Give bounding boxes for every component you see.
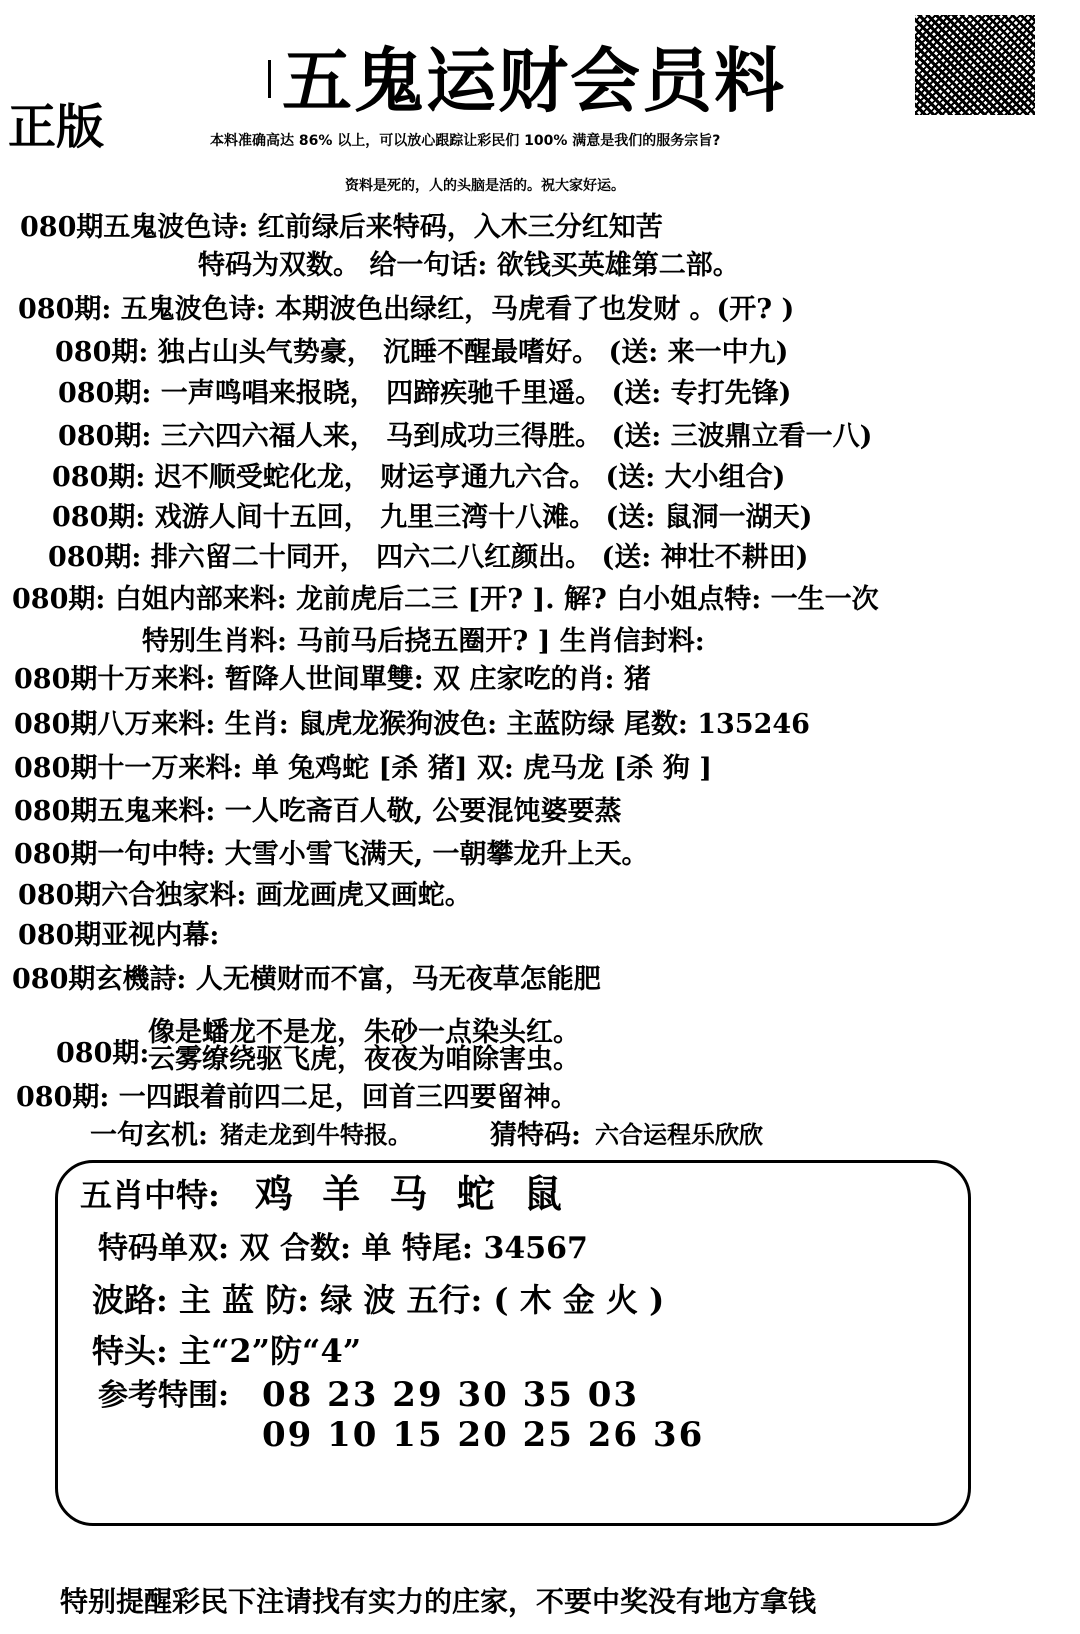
content-line: 像是蟠龙不是龙，朱砂一点染头红。: [148, 1017, 580, 1048]
wuxiao-label: 五肖中特:: [80, 1176, 220, 1214]
genuine-badge: 正版: [8, 99, 105, 155]
content-line: 080期五鬼波色诗: 红前绿后来特码，入木三分红知苦: [20, 212, 663, 243]
numbers-row-2: 09 10 15 20 25 26 36: [262, 1415, 705, 1455]
content-line: 080期: 三六四六福人来， 马到成功三得胜。 (送: 三波鼎立看一八): [58, 421, 873, 452]
wuxiao-text: 鸡 羊 马 蛇 鼠: [255, 1171, 570, 1216]
tetou-line: 特头: 主“2”防“4”: [92, 1332, 362, 1370]
content-line: 080期: 迟不顺受蛇化龙， 财运亨通九六合。 (送: 大小组合): [52, 462, 786, 493]
bolu-line: 波路: 主 蓝 防: 绿 波 五行: ( 木 金 火 ): [92, 1281, 665, 1319]
good-luck-note: 资料是死的，人的头脑是活的。祝大家好运。: [345, 178, 625, 194]
content-line: 080期: 排六留二十同开， 四六二八红颜出。 (送: 神壮不耕田): [48, 542, 809, 573]
qr-code-icon: [915, 15, 1035, 115]
content-line: 080期: 独占山头气势豪， 沉睡不醒最嗜好。 (送: 来一中九): [55, 337, 789, 368]
content-line: 云雾缭绕驱飞虎，夜夜为咱除害虫。: [148, 1044, 580, 1075]
content-line: 080期五鬼来料: 一人吃斋百人敬, 公要混饨婆要蒸: [14, 796, 622, 827]
content-line: 080期: 一四跟着前四二足，回首三四要留神。: [16, 1082, 578, 1113]
page-title: 五鬼运财会员料: [282, 39, 786, 122]
content-line: 080期: 一声鸣唱来报晓， 四蹄疾驰千里遥。 (送: 专打先锋): [58, 378, 792, 409]
cankao-label: 参考特围:: [98, 1378, 230, 1413]
title-bar-mark: [268, 60, 271, 98]
numbers-row-1: 08 23 29 30 35 03: [262, 1375, 640, 1415]
accuracy-note: 本料准确高达 86% 以上，可以放心跟踪让彩民们 100% 满意是我们的服务宗旨?: [210, 133, 721, 149]
content-line: 080期亚视内幕:: [18, 920, 220, 951]
content-line: 特码为双数。 给一句话: 欲钱买英雄第二部。: [198, 250, 740, 281]
footer-warning: 特别提醒彩民下注请找有实力的庄家，不要中奖没有地方拿钱: [60, 1585, 817, 1618]
content-line: 080期: 白姐内部来料: 龙前虎后二三 [开? ]. 解? 白小姐点特: 一生一次: [12, 584, 879, 615]
content-line: 080期六合独家料: 画龙画虎又画蛇。: [18, 880, 472, 911]
content-line: 080期八万来料: 生肖: 鼠虎龙猴狗波色: 主蓝防绿 尾数: 135246: [14, 709, 810, 740]
content-line: 080期一句中特: 大雪小雪飞满天, 一朝攀龙升上天。: [14, 839, 649, 870]
guess-text: 六合运程乐欣欣: [595, 1120, 763, 1149]
danshuang-line: 特码单双: 双 合数: 单 特尾: 34567: [98, 1231, 588, 1266]
xuanji-text: 猪走龙到牛特报。: [220, 1120, 412, 1149]
content-line: 080期: 戏游人间十五回， 九里三湾十八滩。 (送: 鼠洞一湖天): [52, 502, 813, 533]
content-line: 080期十万来料: 暂降人世间單雙: 双 庄家吃的肖: 猪: [14, 664, 651, 695]
content-line: 080期玄機詩: 人无横财而不富，马无夜草怎能肥: [12, 964, 601, 995]
content-line: 特别生肖料: 马前马后挠五圈开? ] 生肖信封料:: [142, 626, 705, 657]
xuanji-label: 一句玄机:: [90, 1120, 208, 1151]
guess-label: 猜特码:: [490, 1120, 581, 1151]
content-line-label: 080期:: [56, 1038, 150, 1069]
content-line: 080期十一万来料: 单 兔鸡蛇 [杀 猪] 双: 虎马龙 [杀 狗 ]: [14, 753, 712, 784]
content-line: 080期: 五鬼波色诗: 本期波色出绿红，马虎看了也发财 。(开? ): [18, 294, 795, 325]
